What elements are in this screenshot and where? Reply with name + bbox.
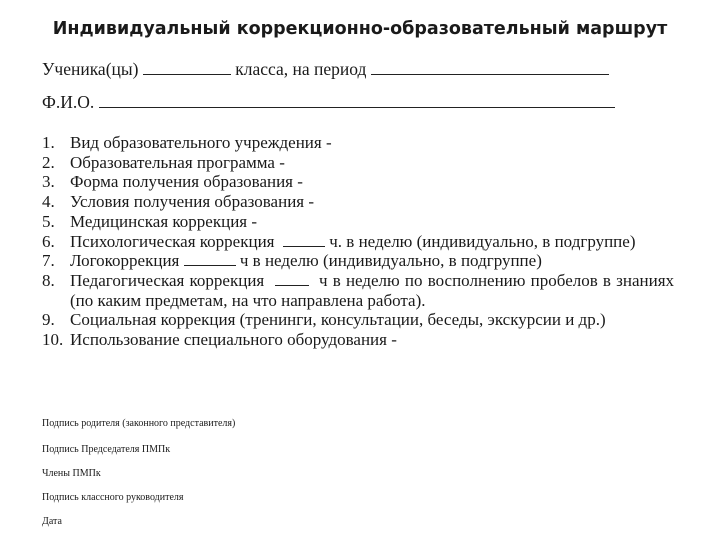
list-item <box>42 192 674 212</box>
student-blank[interactable] <box>143 60 231 75</box>
item-number: 8. <box>42 270 55 290</box>
name-label: Ф.И.О. <box>42 92 95 112</box>
student-label: Ученика(цы) <box>42 59 139 79</box>
item-text: Форма получения образования - <box>70 172 303 192</box>
item-text-tail: ч в неделю по восполнению пробелов в знаниях (по каким предметам, на что направлена работа). <box>70 270 675 310</box>
student-line <box>42 59 609 80</box>
item-number: 9. <box>42 310 55 330</box>
list-item <box>42 251 674 271</box>
list-item <box>42 153 674 173</box>
item-text: Условия получения образования - <box>70 192 315 212</box>
item-number: 6. <box>42 231 55 251</box>
item-text: Психологическая коррекция <box>70 231 275 251</box>
list-item <box>42 271 674 310</box>
item-text: Логокоррекция <box>70 251 180 271</box>
item-number: 1. <box>42 133 55 152</box>
item-number: 7. <box>42 251 55 271</box>
item-number: 3. <box>42 172 55 192</box>
signature-parent: Подпись родителя (законного представителя) <box>42 418 236 429</box>
item-number: 5. <box>42 211 55 231</box>
list-item <box>42 212 674 232</box>
list-item <box>42 330 674 350</box>
class-period-label: класса, на период <box>235 59 367 79</box>
list-item <box>42 232 674 252</box>
item-text-tail: ч в неделю (индивидуально, в подгруппе) <box>239 251 542 271</box>
item-text: Социальная коррекция (тренинги, консультации, беседы, экскурсии и др.) <box>70 310 606 330</box>
period-blank[interactable] <box>371 60 609 75</box>
item-text: Образовательная программа - <box>70 152 285 172</box>
list-item <box>42 310 674 330</box>
signature-teacher: Подпись классного руководителя <box>42 492 184 503</box>
signature-chair: Подпись Председателя ПМПк <box>42 444 171 455</box>
item-number: 4. <box>42 192 55 212</box>
signature-members: Члены ПМПк <box>42 468 101 479</box>
signature-date: Дата <box>42 516 62 527</box>
item-number: 10. <box>42 330 64 350</box>
name-line <box>42 92 615 113</box>
list-item <box>42 172 674 192</box>
item-text: Вид образовательного учреждения - <box>70 133 332 152</box>
item-number: 2. <box>42 152 55 172</box>
item-text: Медицинская коррекция - <box>70 211 258 231</box>
document-title: Индивидуальный коррекционно-образовательный маршрут <box>52 19 668 39</box>
hours-blank[interactable] <box>283 233 325 247</box>
item-text: Использование специального оборудования - <box>70 330 397 350</box>
item-text: Педагогическая коррекция <box>70 270 265 290</box>
name-blank[interactable] <box>99 93 615 108</box>
items-list <box>42 133 674 350</box>
list-item <box>42 133 674 153</box>
hours-blank[interactable] <box>184 252 236 266</box>
item-text-tail: ч. в неделю (индивидуально, в подгруппе) <box>329 231 636 251</box>
hours-blank[interactable] <box>275 272 309 286</box>
